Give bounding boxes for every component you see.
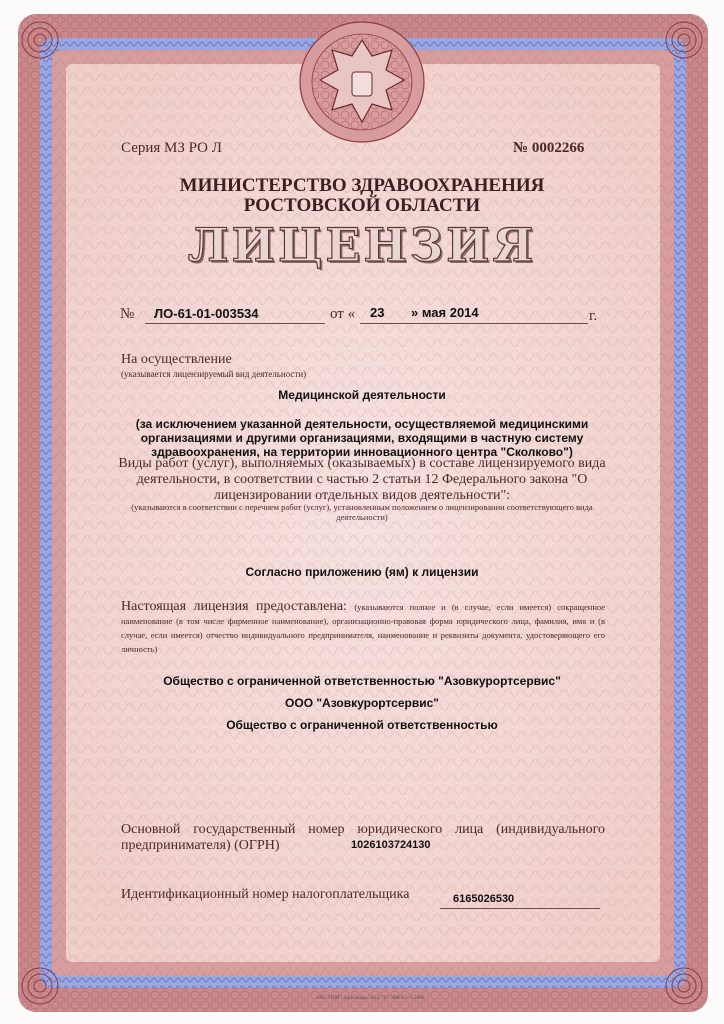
coat-of-arms-emblem	[300, 22, 424, 142]
works-value: Согласно приложению (ям) к лицензии	[245, 565, 479, 579]
activity-hint: (указывается лицензируемый вид деятельности)	[121, 369, 307, 379]
org-legal-form: Общество с ограниченной ответственностью	[226, 718, 498, 732]
ministry-line-1: МИНИСТЕРСТВО ЗДРАВООХРАНЕНИЯ	[179, 175, 545, 196]
license-number-label: №	[120, 306, 135, 322]
date-from-label: от «	[330, 306, 356, 322]
org-short-name: ООО "Азовкурортсервис"	[285, 696, 439, 710]
series-label: Серия МЗ РО Л	[121, 140, 222, 156]
activity-label: На осуществление	[121, 352, 232, 367]
granted-hint: (указываются полное и (в случае, если имеется) сокращенное наименование (в том числе фирменное наименование), организационно-правовая форма юридического лица, фамилия, имя и (в случае, если имеется) отчество индивидуального предпринимателя, наименование и реквизиты документа, удостоверяющего его личность)	[121, 602, 605, 654]
number-underline	[145, 323, 325, 324]
granted-block	[121, 600, 605, 656]
ministry-name	[120, 176, 604, 216]
ministry-line-2: РОСТОВСКОЙ ОБЛАСТИ	[243, 195, 481, 216]
org-full-name: Общество с ограниченной ответственностью "Азовкурортсервис"	[163, 674, 561, 688]
activity-exclusion: (за исключением указанной деятельности, осуществляемой медицинскими организациями и другими организациями, входящими в частную систему здравоохранения, на территории инновационного центра "Сколково")	[135, 417, 589, 459]
activity-value: Медицинской деятельности	[278, 388, 446, 402]
granted-label: Настоящая лицензия предоставлена:	[121, 599, 347, 614]
inn-value: 6165026530	[453, 893, 515, 905]
license-number: ЛО-61-01-003534	[154, 306, 259, 321]
document-title: ЛИЦЕНЗИЯ	[187, 218, 537, 272]
works-hint: (указываются в соответствии с перечнем работ (услуг), установленным положением о лицензировании соответствующего вида деятельности)	[131, 502, 593, 522]
form-number: № 0002266	[513, 140, 585, 156]
license-day: 23	[370, 305, 385, 320]
printer-imprint: ЗАО "ОПИ", Краснодар, 2012, "Б", ЗВК№?, т. 2000	[316, 996, 425, 1001]
inn-label: Идентификационный номер налогоплательщика	[121, 887, 410, 902]
year-suffix: г.	[589, 308, 598, 324]
date-underline	[360, 323, 588, 324]
ogrn-value: 1026103724130	[351, 839, 431, 851]
inn-underline	[440, 908, 600, 909]
license-month-year: » мая 2014	[411, 305, 479, 320]
ogrn-label: Основной государственный номер юридического лица (индивидуального предпринимателя) (ОГРН)	[121, 822, 605, 853]
works-text: Виды работ (услуг), выполняемых (оказываемых) в составе лицензируемого вида деятельности, в соответствии с частью 2 статьи 12 Федерального закона "О лицензировании отдельных видов деятельности":	[118, 456, 606, 503]
